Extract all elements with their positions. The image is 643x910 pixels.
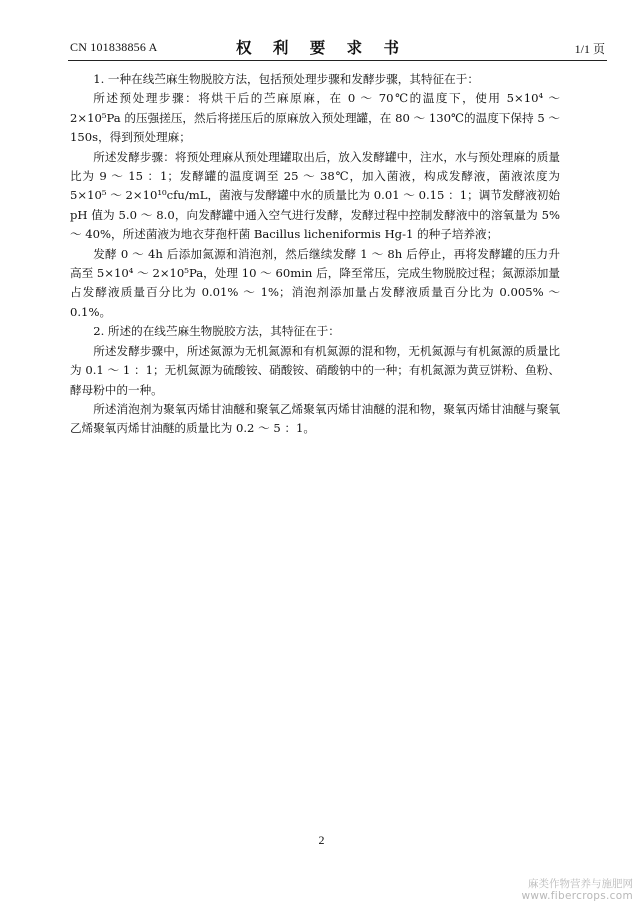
page-number: 2 [318,833,325,847]
page-title: 权 利 要 求 书 [235,39,408,57]
watermark-text: 麻类作物营养与施肥网 [528,878,633,890]
header-divider [68,60,607,61]
publication-number: CN 101838856 A [70,40,158,54]
claim-1-pretreatment: 所述预处理步骤：将烘干后的苎麻原麻，在 0 ～ 70℃的温度下，使用 5×10⁴ ～ 2×10⁵Pa 的压强搓压，然后将搓压后的原麻放入预处理罐，在 80 ～ 130℃的温度下保持 5 ～ 150s，得到预处理麻； [70,91,560,145]
page-indicator: 1/1 页 [574,42,605,56]
claims-body [70,70,560,439]
claim-2-heading: 2. 所述的在线苎麻生物脱胶方法，其特征在于： [93,324,340,339]
watermark [521,878,633,902]
claim-1-heading: 1. 一种在线苎麻生物脱胶方法，包括预处理步骤和发酵步骤，其特征在于： [93,72,479,86]
claim-1-fermentation: 所述发酵步骤：将预处理麻从预处理罐取出后，放入发酵罐中，注水，水与预处理麻的质量比为 9 ～ 15 ：1；发酵罐的温度调至 25 ～ 38℃，加入菌液，构成发酵液，菌液浓度为 5×10⁵ ～ 2×10¹⁰cfu/mL，菌液与发酵罐中水的质量比为 0.01 ～ 0.15 ：1；调节发酵液初始 pH 值为 5.0 ～ 8.0，向发酵罐中通入空气进行发酵，发酵过程中控制发酵液中的溶氧量为 5% ～ 40%，所述菌液为地衣芽孢杆菌 Bacillus licheniformis Hg-1 的种子培养液； [70,149,560,242]
claim-1-nitrogen-defoamer: 发酵 0 ～ 4h 后添加氮源和消泡剂，然后继续发酵 1 ～ 8h 后停止，再将发酵罐的压力升高至 5×10⁴ ～ 2×10⁵Pa，处理 10 ～ 60min 后，降至常压，完成生物脱胶过程；氮源添加量占发酵液质量百分比为 0.01% ～ 1%；消泡剂添加量占发酵液质量百分比为 0.005% ～ 0.1%。 [70,246,560,319]
claim-2-defoamer: 所述消泡剂为聚氧丙烯甘油醚和聚氧乙烯聚氧丙烯甘油醚的混和物，聚氧丙烯甘油醚与聚氧乙烯聚氧丙烯甘油醚的质量比为 0.2 ～ 5 ：1。 [70,401,560,436]
watermark-url: www.fibercrops.com [521,890,633,902]
document-header [0,0,643,66]
claim-2-nitrogen-source: 所述发酵步骤中，所述氮源为无机氮源和有机氮源的混和物，无机氮源与有机氮源的质量比为 0.1 ～ 1 ：1；无机氮源为硫酸铵、硝酸铵、硝酸钠中的一种；有机氮源为黄豆饼粉、鱼粉、酵母粉中的一种。 [70,343,560,397]
